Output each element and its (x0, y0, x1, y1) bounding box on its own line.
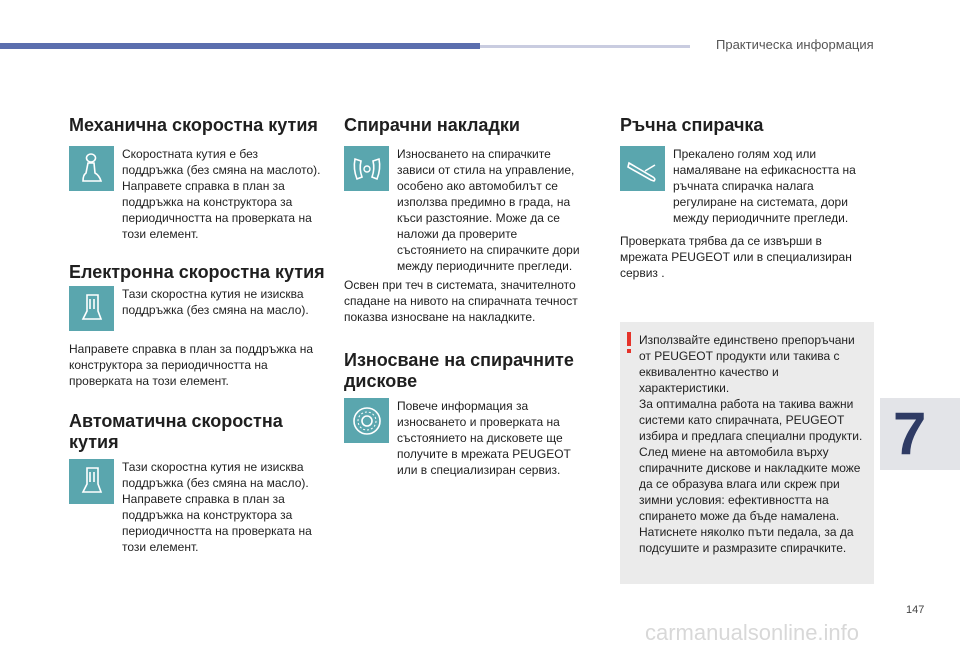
top-accent-bar-light (480, 45, 690, 48)
chapter-number: 7 (893, 400, 927, 467)
electronic-gearbox-icon (69, 286, 114, 331)
heading-brake-pads: Спирачни накладки (344, 115, 520, 135)
handbrake-icon (620, 146, 665, 191)
warning-note (620, 322, 874, 584)
handbrake-extra: Проверката трябва да се извърши в мрежата PEUGEOT или в специализиран сервиз . (620, 234, 852, 280)
page-number: 147 (906, 604, 925, 616)
automatic-gearbox-text: Тази скоростна кутия не изисква поддръжка (без смяна на масло). Направете справка в план за поддръжка на конструктора за периодичността на проверката на този елемент. (122, 460, 312, 554)
handbrake-text: Прекалено голям ход или намаляване на ефикасността на ръчната спирачка налага регулиране на системата, дори между периодичните прегледи. (673, 147, 856, 225)
warning-icon-dot (627, 349, 631, 353)
automatic-gearbox-icon (69, 459, 114, 504)
watermark: carmanualsonline.info (645, 620, 860, 645)
heading-brake-discs: Износване на спирачните дискове (344, 350, 574, 391)
warning-icon (627, 332, 631, 346)
heading-manual-gearbox: Механична скоростна кутия (69, 115, 318, 135)
heading-electronic-gearbox: Електронна скоростна кутия (69, 262, 325, 282)
electronic-gearbox-extra: Направете справка в план за поддръжка на конструктора за периодичността на проверката на този елемент. (69, 342, 314, 388)
section-header-title: Практическа информация (716, 37, 874, 52)
brake-pads-text: Износването на спирачките зависи от стила на управление, особено ако автомобилът се използва предимно в града, на къси разстояние. Може да се наложи да проверите състоянието на спирачките дори между периодичните прегледи. (397, 147, 580, 273)
heading-handbrake: Ръчна спирачка (620, 115, 764, 135)
warning-note-text: Използвайте единствено препоръчани от PEUGEOT продукти или такива с еквивалентно качество и характеристики. За оптимална работа на такива важни системи като спирачната, PEUGEOT избира и предлага специални продукти. След миене на автомобила върху спирачните дискове и накладките може да се образува влага или скреж при зимни условия: ефективността на спирането може да бъде намалена. Натиснете няколко пъти педала, за да подсушите и размразите спирачките. (639, 333, 863, 555)
brake-discs-text: Повече информация за износването и проверката на състоянието на дисковете ще получите в мрежата PEUGEOT или в специализиран сервиз. (397, 399, 571, 477)
top-accent-bar (0, 43, 480, 49)
electronic-gearbox-text: Тази скоростна кутия не изисква поддръжка (без смяна на масло). (122, 287, 309, 317)
brake-pads-extra: Освен при теч в системата, значителното спадане на нивото на спирачната течност показва износване на накладките. (344, 278, 578, 324)
brake-pads-icon (344, 146, 389, 191)
manual-gearbox-icon (69, 146, 114, 191)
brake-disc-icon (344, 398, 389, 443)
heading-automatic-gearbox: Автоматична скоростна кутия (69, 411, 283, 452)
manual-gearbox-text: Скоростната кутия е без поддръжка (без смяна на маслото). Направете справка в план за поддръжка на конструктора за периодичността на проверката на този елемент. (122, 147, 321, 241)
